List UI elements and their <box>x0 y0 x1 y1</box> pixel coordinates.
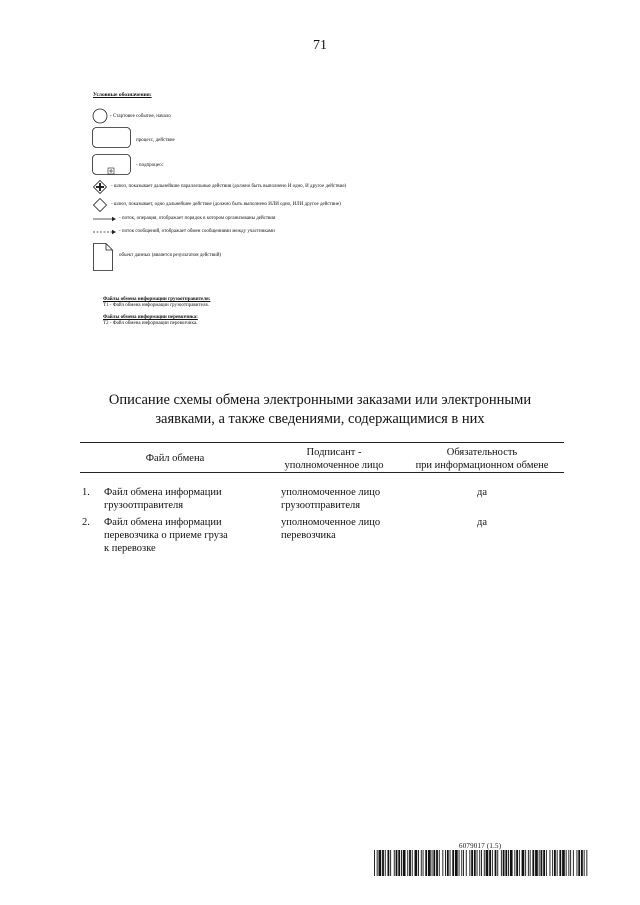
description-title <box>80 391 560 429</box>
legend-message-flow-label: - поток сообщений, отображает обмен сообщениями между участниками <box>119 229 275 234</box>
legend-data-object-label: объект данных (является результатом действий) <box>119 253 222 258</box>
table-header-rule <box>80 472 564 473</box>
legend-parallel-gateway-label: - шлюз, показывает дальнейшие параллельные действия (должно быть выполнено И одно, И другое действие) <box>111 184 347 189</box>
table-top-rule <box>80 442 564 443</box>
shipper-file-item: Т1 - Файл обмена информации грузоотправителя. <box>103 303 209 308</box>
description-title-line-2: заявками, а также сведениями, содержащимися в них <box>155 411 485 427</box>
row-1-number: 1. <box>82 487 90 498</box>
row-2-file-line-1: Файл обмена информации <box>104 517 222 528</box>
subprocess-icon <box>92 154 132 176</box>
row-1-signer <box>281 486 380 512</box>
row-2-file-line-2: перевозчика о приеме груза <box>104 530 228 541</box>
carrier-files-heading: Файлы обмена информации перевозчика: <box>103 315 198 320</box>
message-flow-arrow-icon <box>93 229 117 235</box>
row-1-signer-line-2: грузоотправителя <box>281 500 361 511</box>
parallel-gateway-icon <box>93 180 107 194</box>
legend-start-event-label: - Стартовое событие, начало <box>110 114 171 119</box>
row-2-file <box>104 516 228 555</box>
exclusive-gateway-icon <box>93 198 107 212</box>
row-1-file-line-2: грузоотправителя <box>104 500 184 511</box>
legend-title: Условные обозначения: <box>93 92 152 98</box>
barcode-icon <box>374 850 590 876</box>
row-2-signer <box>281 516 380 542</box>
row-1-required: да <box>476 487 487 498</box>
legend-process-label: процесс, действие <box>136 138 175 143</box>
header-required <box>400 446 564 472</box>
shipper-files-heading: Файлы обмена информации грузоотправителя: <box>103 297 211 302</box>
row-2-required: да <box>476 517 487 528</box>
description-title-line-1: Описание схемы обмена электронными заказами или электронными <box>108 392 532 408</box>
page-number: 71 <box>313 38 327 53</box>
exchange-files-notes <box>103 297 210 327</box>
row-1-file-line-1: Файл обмена информации <box>104 487 222 498</box>
header-signer-line-1: Подписант - <box>306 447 362 458</box>
sequence-flow-arrow-icon <box>93 216 117 222</box>
process-rounded-rect-icon <box>92 127 132 149</box>
row-2-number: 2. <box>82 517 90 528</box>
legend-exclusive-gateway-label: - шлюз, показывает, одно дальнейшее действие (должно быть выполнено ИЛИ одно, ИЛИ другое действие) <box>111 202 341 207</box>
data-object-document-icon <box>93 243 113 271</box>
row-1-file <box>104 486 222 512</box>
header-signer-line-2: уполномоченное лицо <box>284 460 384 471</box>
row-2-signer-line-1: уполномоченное лицо <box>281 517 381 528</box>
legend-subprocess-label: - подпроцесс <box>136 163 164 168</box>
carrier-file-item: Т2 - Файл обмена информации перевозчика. <box>103 321 198 326</box>
start-event-circle-icon <box>92 108 108 124</box>
header-required-line-2: при информационном обмене <box>415 460 549 471</box>
legend-sequence-flow-label: - поток, операция, отображает порядок в котором организованы действия <box>119 216 276 221</box>
barcode-number: 6079017 (1.5) <box>459 842 502 850</box>
row-2-signer-line-2: перевозчика <box>281 530 336 541</box>
header-file: Файл обмена <box>145 453 205 464</box>
row-1-signer-line-1: уполномоченное лицо <box>281 487 381 498</box>
header-required-line-1: Обязательность <box>446 447 518 458</box>
row-2-file-line-3: к перевозке <box>104 543 156 554</box>
header-signer <box>278 446 390 472</box>
